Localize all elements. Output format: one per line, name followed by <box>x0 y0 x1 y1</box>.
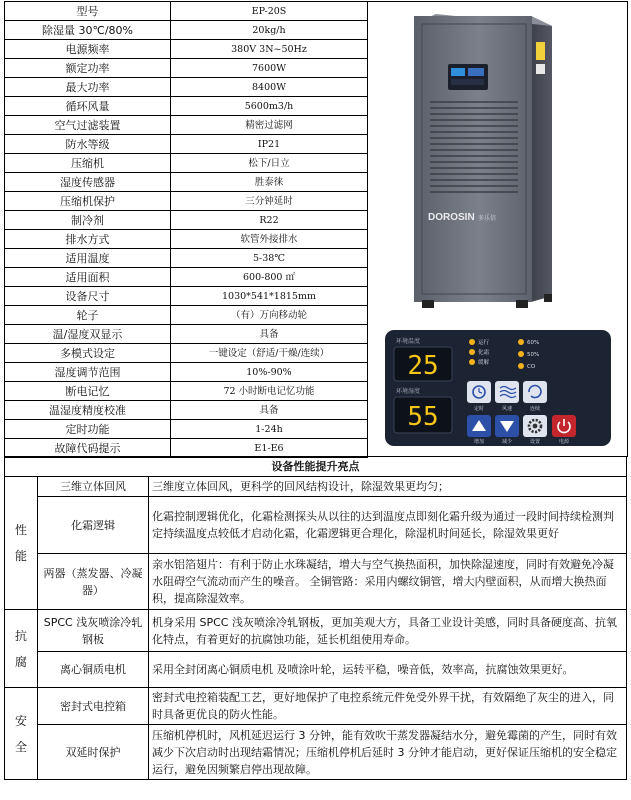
control-panel-thumbnail <box>448 64 488 90</box>
feature-name: 三维立体回风 <box>38 477 149 497</box>
spec-label: 多模式设定 <box>5 344 171 363</box>
spec-value: 具备 <box>171 401 368 420</box>
spec-label: 排水方式 <box>5 230 171 249</box>
spec-label: 湿度调节范围 <box>5 363 171 382</box>
spec-row <box>5 325 368 344</box>
spec-label: 压缩机保护 <box>5 192 171 211</box>
feature-category-char: 安 <box>14 713 27 728</box>
spec-label: 电源频率 <box>5 40 171 59</box>
spec-label: 湿度传感器 <box>5 173 171 192</box>
spec-row <box>5 97 368 116</box>
spec-value: 5-38℃ <box>171 249 368 268</box>
spec-value: 72 小时断电记忆功能 <box>171 382 368 401</box>
feature-description: 亲水铝箔翅片：有利于防止水珠凝结，增大与空气换热面积，加快除湿速度，同时有效避免冷凝水阻碍空气流动而产生的噪音。 全铜管路：采用内螺纹铜管，增大内壁面积，从而增大换热面积，提高除湿效率。 <box>149 554 627 610</box>
feature-description: 机身采用 SPCC 浅灰喷涂冷轧钢板，更加美观大方，具备工业设计美感，同时具备硬度高、抗氧化特点，有着更好的抗腐蚀功能，延长机组使用寿命。 <box>149 610 627 652</box>
spec-value: 胜泰徕 <box>171 173 368 192</box>
spec-value: 7600W <box>171 59 368 78</box>
spec-label: 除湿量 30℃/80% <box>5 21 171 40</box>
spec-value: 10%-90% <box>171 363 368 382</box>
spec-row <box>5 154 368 173</box>
spec-row <box>5 287 368 306</box>
spec-value: EP-20S <box>171 2 368 21</box>
temp-label: 环境温度 <box>396 338 421 345</box>
temp-display: 25 <box>407 351 439 381</box>
features-title: 设备性能提升亮点 <box>5 457 627 477</box>
spec-label: 防水等级 <box>5 135 171 154</box>
svg-text:缓解: 缓解 <box>478 360 490 366</box>
spec-value: 600-800 ㎡ <box>171 268 368 287</box>
svg-text:60%: 60% <box>527 340 540 346</box>
spec-value: 5600m3/h <box>171 97 368 116</box>
feature-name: 两器（蒸发器、冷凝器） <box>38 554 149 610</box>
spec-value: 具备 <box>171 325 368 344</box>
spec-label: 断电记忆 <box>5 382 171 401</box>
svg-text:设置: 设置 <box>529 439 541 445</box>
feature-row <box>5 497 627 554</box>
spec-value: 20kg/h <box>171 21 368 40</box>
spec-label: 压缩机 <box>5 154 171 173</box>
feature-category-char: 抗 <box>14 628 27 643</box>
humid-label: 环境湿度 <box>396 388 421 395</box>
spec-label: 循环风量 <box>5 97 171 116</box>
spec-value: 1030*541*1815mm <box>171 287 368 306</box>
feature-category <box>5 477 38 610</box>
feature-category-char: 全 <box>14 739 27 754</box>
spec-value: 一键设定（舒适/干燥/连续） <box>171 344 368 363</box>
spec-row <box>5 2 368 21</box>
spec-row <box>5 135 368 154</box>
dehumidifier-image <box>368 2 627 322</box>
spec-value: 松下/日立 <box>171 154 368 173</box>
control-panel-cell <box>368 321 628 457</box>
spec-row <box>5 59 368 78</box>
feature-description: 压缩机停机时，风机延迟运行 3 分钟，能有效吹干蒸发器凝结水分，避免霉菌的产生，同时有效减少下次启动时出现结霜情况；压缩机停机后延时 3 分钟才能启动，更好保证压缩机的安全稳定运行，避免因频繁启停出现故障。 <box>149 725 627 780</box>
spec-row <box>5 344 368 363</box>
spec-row <box>5 116 368 135</box>
spec-label: 温湿度精度校准 <box>5 401 171 420</box>
svg-text:50%: 50% <box>527 352 540 358</box>
feature-name: SPCC 浅灰喷涂冷轧钢板 <box>38 610 149 652</box>
spec-row <box>5 306 368 325</box>
feature-name: 双延时保护 <box>38 725 149 780</box>
spec-value: R22 <box>171 211 368 230</box>
feature-category-char: 腐 <box>14 654 27 669</box>
svg-text:增加: 增加 <box>473 439 485 445</box>
spec-value: 软管外接排水 <box>171 230 368 249</box>
spec-label: 适用面积 <box>5 268 171 287</box>
svg-text:运行: 运行 <box>478 340 490 346</box>
spec-row <box>5 78 368 97</box>
spec-label: 适用温度 <box>5 249 171 268</box>
spec-row <box>5 420 368 439</box>
feature-name: 离心铜质电机 <box>38 652 149 688</box>
spec-value: （有）万向移动轮 <box>171 306 368 325</box>
svg-text:定时: 定时 <box>473 406 485 412</box>
svg-text:电源: 电源 <box>558 439 570 445</box>
feature-row <box>5 688 627 725</box>
spec-table-body <box>5 2 368 458</box>
spec-value: IP21 <box>171 135 368 154</box>
spec-value: 精密过滤网 <box>171 116 368 135</box>
feature-category <box>5 610 38 688</box>
feature-name: 化霜逻辑 <box>38 497 149 554</box>
spec-label: 额定功率 <box>5 59 171 78</box>
features-header-row <box>5 457 627 477</box>
spec-row <box>5 40 368 59</box>
spec-label: 温/湿度双显示 <box>5 325 171 344</box>
features-table <box>4 456 627 780</box>
spec-label: 最大功率 <box>5 78 171 97</box>
feature-row <box>5 554 627 610</box>
spec-table <box>4 1 368 458</box>
humid-display: 55 <box>407 402 439 432</box>
svg-text:减少: 减少 <box>501 439 513 445</box>
features-table-body <box>5 457 627 780</box>
spec-label: 定时功能 <box>5 420 171 439</box>
spec-row <box>5 211 368 230</box>
spec-row <box>5 230 368 249</box>
svg-text:连续: 连续 <box>529 406 541 412</box>
brand-logo-cn: 多乐信 <box>478 215 497 222</box>
svg-text:风速: 风速 <box>501 406 513 412</box>
spec-row <box>5 21 368 40</box>
spec-label: 空气过滤装置 <box>5 116 171 135</box>
feature-row <box>5 652 627 688</box>
spec-label: 制冷剂 <box>5 211 171 230</box>
feature-category <box>5 688 38 780</box>
feature-category-char: 性 <box>14 523 27 537</box>
feature-name: 密封式电控箱 <box>38 688 149 725</box>
feature-row <box>5 725 627 780</box>
spec-value: 380V 3N~50Hz <box>171 40 368 59</box>
feature-category-char: 能 <box>14 549 27 563</box>
spec-row <box>5 173 368 192</box>
spec-row <box>5 268 368 287</box>
brand-logo: DOROSIN <box>428 212 475 223</box>
feature-description: 三维度立体回风，更科学的回风结构设计，除湿效果更均匀； <box>149 477 627 497</box>
spec-label: 轮子 <box>5 306 171 325</box>
spec-value: 1-24h <box>171 420 368 439</box>
spec-label: 设备尺寸 <box>5 287 171 306</box>
spec-row <box>5 363 368 382</box>
svg-text:化霜: 化霜 <box>478 350 490 356</box>
spec-row <box>5 439 368 458</box>
control-panel-image <box>368 321 627 456</box>
spec-row <box>5 192 368 211</box>
spec-value: E1-E6 <box>171 439 368 458</box>
spec-label: 型号 <box>5 2 171 21</box>
spec-value: 8400W <box>171 78 368 97</box>
spec-row <box>5 401 368 420</box>
product-photo-cell <box>368 1 628 323</box>
feature-description: 密封式电控箱装配工艺，更好地保护了电控系统元件免受外界干扰，有效隔绝了灰尘的进入，同时具备更优良的防火性能。 <box>149 688 627 725</box>
spec-row <box>5 249 368 268</box>
spec-value: 三分钟延时 <box>171 192 368 211</box>
spec-row <box>5 382 368 401</box>
spec-label: 故障代码提示 <box>5 439 171 458</box>
feature-row <box>5 610 627 652</box>
feature-description: 采用全封闭离心铜质电机 及喷涂叶轮，运转平稳，噪音低，效率高，抗腐蚀效果更好。 <box>149 652 627 688</box>
feature-description: 化霜控制逻辑优化，化霜检测探头从以往的达到温度点即刻化霜升级为通过一段时间持续检测判定持续温度点较低才启动化霜，化霜逻辑更合理化，除湿机时间延长，除湿效果更好 <box>149 497 627 554</box>
feature-row <box>5 477 627 497</box>
svg-text:CO: CO <box>527 364 536 370</box>
